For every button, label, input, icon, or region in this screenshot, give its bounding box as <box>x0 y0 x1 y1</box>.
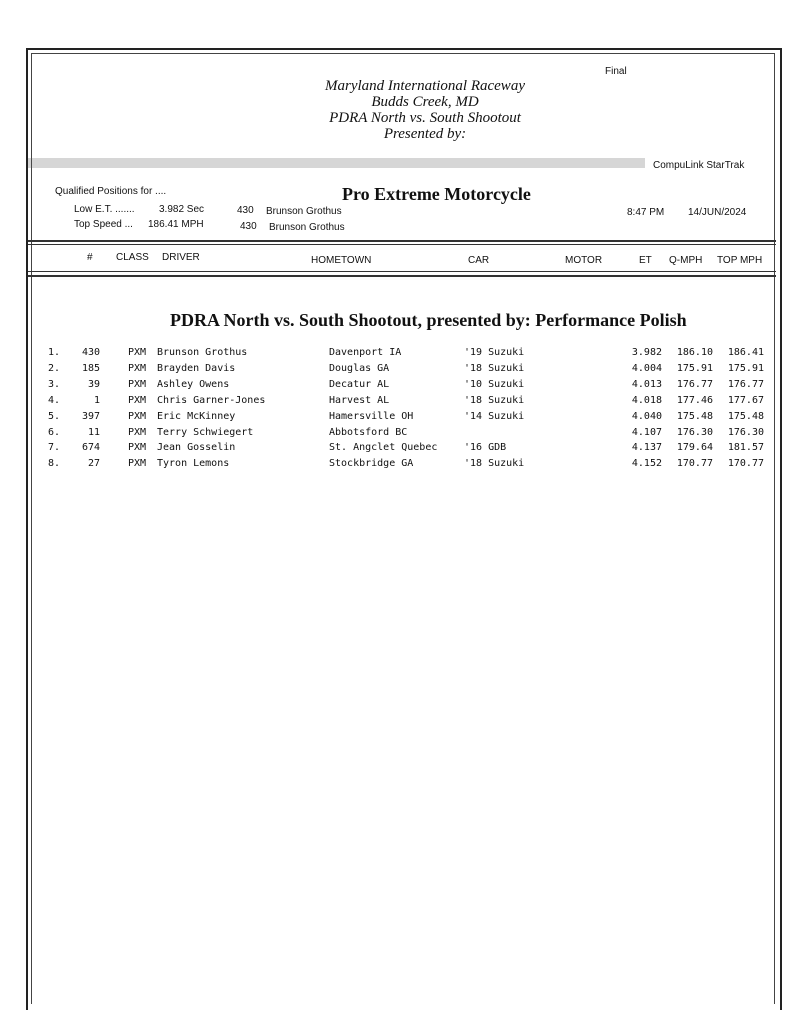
row-hometown: Douglas GA <box>329 362 390 374</box>
row-qmph: 175.91 <box>676 362 713 374</box>
row-car: '18 Suzuki <box>464 394 525 406</box>
row-car: '18 Suzuki <box>464 362 525 374</box>
row-car-number: 27 <box>87 458 100 470</box>
row-top-mph: 186.41 <box>727 347 764 358</box>
row-position: 7. <box>48 442 61 454</box>
row-qmph: 176.77 <box>676 378 713 390</box>
row-class: PXM <box>128 347 147 358</box>
row-et: 4.137 <box>631 442 662 454</box>
row-car-number: 397 <box>81 410 100 422</box>
row-top-mph: 176.77 <box>727 378 764 390</box>
row-car-number: 674 <box>81 442 100 454</box>
track-name: Maryland International Raceway <box>325 78 525 94</box>
row-hometown: Abbotsford BC <box>329 426 408 438</box>
row-car: '19 Suzuki <box>464 347 525 358</box>
row-position: 6. <box>48 426 61 438</box>
row-car-number: 11 <box>87 426 100 438</box>
qualified-label: Qualified Positions for .... <box>55 186 167 197</box>
row-qmph: 175.48 <box>676 410 713 422</box>
header-divider-top-2 <box>28 244 776 245</box>
row-driver: Eric McKinney <box>157 410 236 422</box>
track-location: Budds Creek, MD <box>371 94 479 110</box>
row-car-number: 39 <box>87 378 100 390</box>
row-class: PXM <box>128 442 147 454</box>
header-divider-bottom-2 <box>28 275 776 277</box>
report-time: 8:47 PM <box>627 207 665 218</box>
low-et-car: 430 <box>237 205 254 216</box>
dotted-separator <box>28 158 645 168</box>
row-car: '10 Suzuki <box>464 378 525 390</box>
presented-by: Presented by: <box>383 126 467 142</box>
col-motor: MOTOR <box>565 255 603 266</box>
row-driver: Tyron Lemons <box>157 458 230 470</box>
row-driver: Ashley Owens <box>157 378 230 390</box>
row-position: 4. <box>48 394 61 406</box>
row-top-mph: 170.77 <box>727 458 764 470</box>
row-qmph: 186.10 <box>676 347 713 358</box>
row-class: PXM <box>128 410 147 422</box>
row-qmph: 170.77 <box>676 458 713 470</box>
row-qmph: 177.46 <box>676 394 713 406</box>
row-hometown: Decatur AL <box>329 378 390 390</box>
col-hometown: HOMETOWN <box>311 255 372 266</box>
event-name: PDRA North vs. South Shootout <box>329 110 521 126</box>
col-num: # <box>87 252 93 263</box>
row-et: 4.152 <box>631 458 662 470</box>
col-qmph: Q-MPH <box>669 255 703 266</box>
class-title: Pro Extreme Motorcycle <box>342 184 531 204</box>
row-class: PXM <box>128 362 147 374</box>
event-title: PDRA North vs. South Shootout, presented by: Performance Polish <box>170 310 687 330</box>
col-top-mph: TOP MPH <box>717 255 763 266</box>
row-hometown: St. Angclet Quebec <box>329 442 438 454</box>
col-car: CAR <box>468 255 490 266</box>
col-et: ET <box>639 255 652 266</box>
row-position: 2. <box>48 362 61 374</box>
row-car-number: 430 <box>81 347 100 358</box>
row-et: 4.013 <box>631 378 662 390</box>
low-et-driver: Brunson Grothus <box>266 206 342 217</box>
row-car: '16 GDB <box>464 442 507 454</box>
row-class: PXM <box>128 426 147 438</box>
row-top-mph: 175.91 <box>727 362 764 374</box>
row-driver: Chris Garner-Jones <box>157 394 266 406</box>
row-class: PXM <box>128 378 147 390</box>
row-position: 8. <box>48 458 61 470</box>
row-qmph: 179.64 <box>676 442 713 454</box>
low-et-label: Low E.T. ....... <box>74 204 135 215</box>
row-top-mph: 177.67 <box>727 394 764 406</box>
row-driver: Terry Schwiegert <box>157 426 254 438</box>
row-driver: Brayden Davis <box>157 362 236 374</box>
row-class: PXM <box>128 394 147 406</box>
row-et: 4.018 <box>631 394 662 406</box>
row-class: PXM <box>128 458 147 470</box>
row-top-mph: 176.30 <box>727 426 764 438</box>
top-speed-car: 430 <box>240 221 257 232</box>
row-hometown: Stockbridge GA <box>329 458 414 470</box>
top-speed-driver: Brunson Grothus <box>269 222 345 233</box>
row-driver: Jean Gosselin <box>157 442 236 454</box>
row-car-number: 1 <box>93 394 100 406</box>
low-et-value: 3.982 Sec <box>159 204 205 215</box>
brand-label: CompuLink StarTrak <box>653 160 745 171</box>
col-driver: DRIVER <box>162 252 200 263</box>
header-divider-top <box>28 240 776 242</box>
row-hometown: Davenport IA <box>329 347 402 358</box>
row-position: 3. <box>48 378 61 390</box>
col-class: CLASS <box>116 252 149 263</box>
row-top-mph: 181.57 <box>727 442 764 454</box>
row-car: '14 Suzuki <box>464 410 525 422</box>
header-divider-bottom <box>28 271 776 272</box>
top-speed-label: Top Speed ... <box>74 219 133 230</box>
row-car-number: 185 <box>81 362 100 374</box>
row-et: 4.004 <box>631 362 662 374</box>
row-position: 1. <box>48 347 61 358</box>
row-hometown: Harvest AL <box>329 394 390 406</box>
row-et: 4.040 <box>631 410 662 422</box>
row-driver: Brunson Grothus <box>157 347 248 358</box>
top-speed-value: 186.41 MPH <box>148 219 204 230</box>
row-qmph: 176.30 <box>676 426 713 438</box>
row-top-mph: 175.48 <box>727 410 764 422</box>
row-position: 5. <box>48 410 61 422</box>
row-hometown: Hamersville OH <box>329 410 414 422</box>
row-et: 3.982 <box>631 347 662 358</box>
row-car: '18 Suzuki <box>464 458 525 470</box>
status-label: Final <box>605 66 627 77</box>
report-date: 14/JUN/2024 <box>688 207 747 218</box>
row-et: 4.107 <box>631 426 662 438</box>
